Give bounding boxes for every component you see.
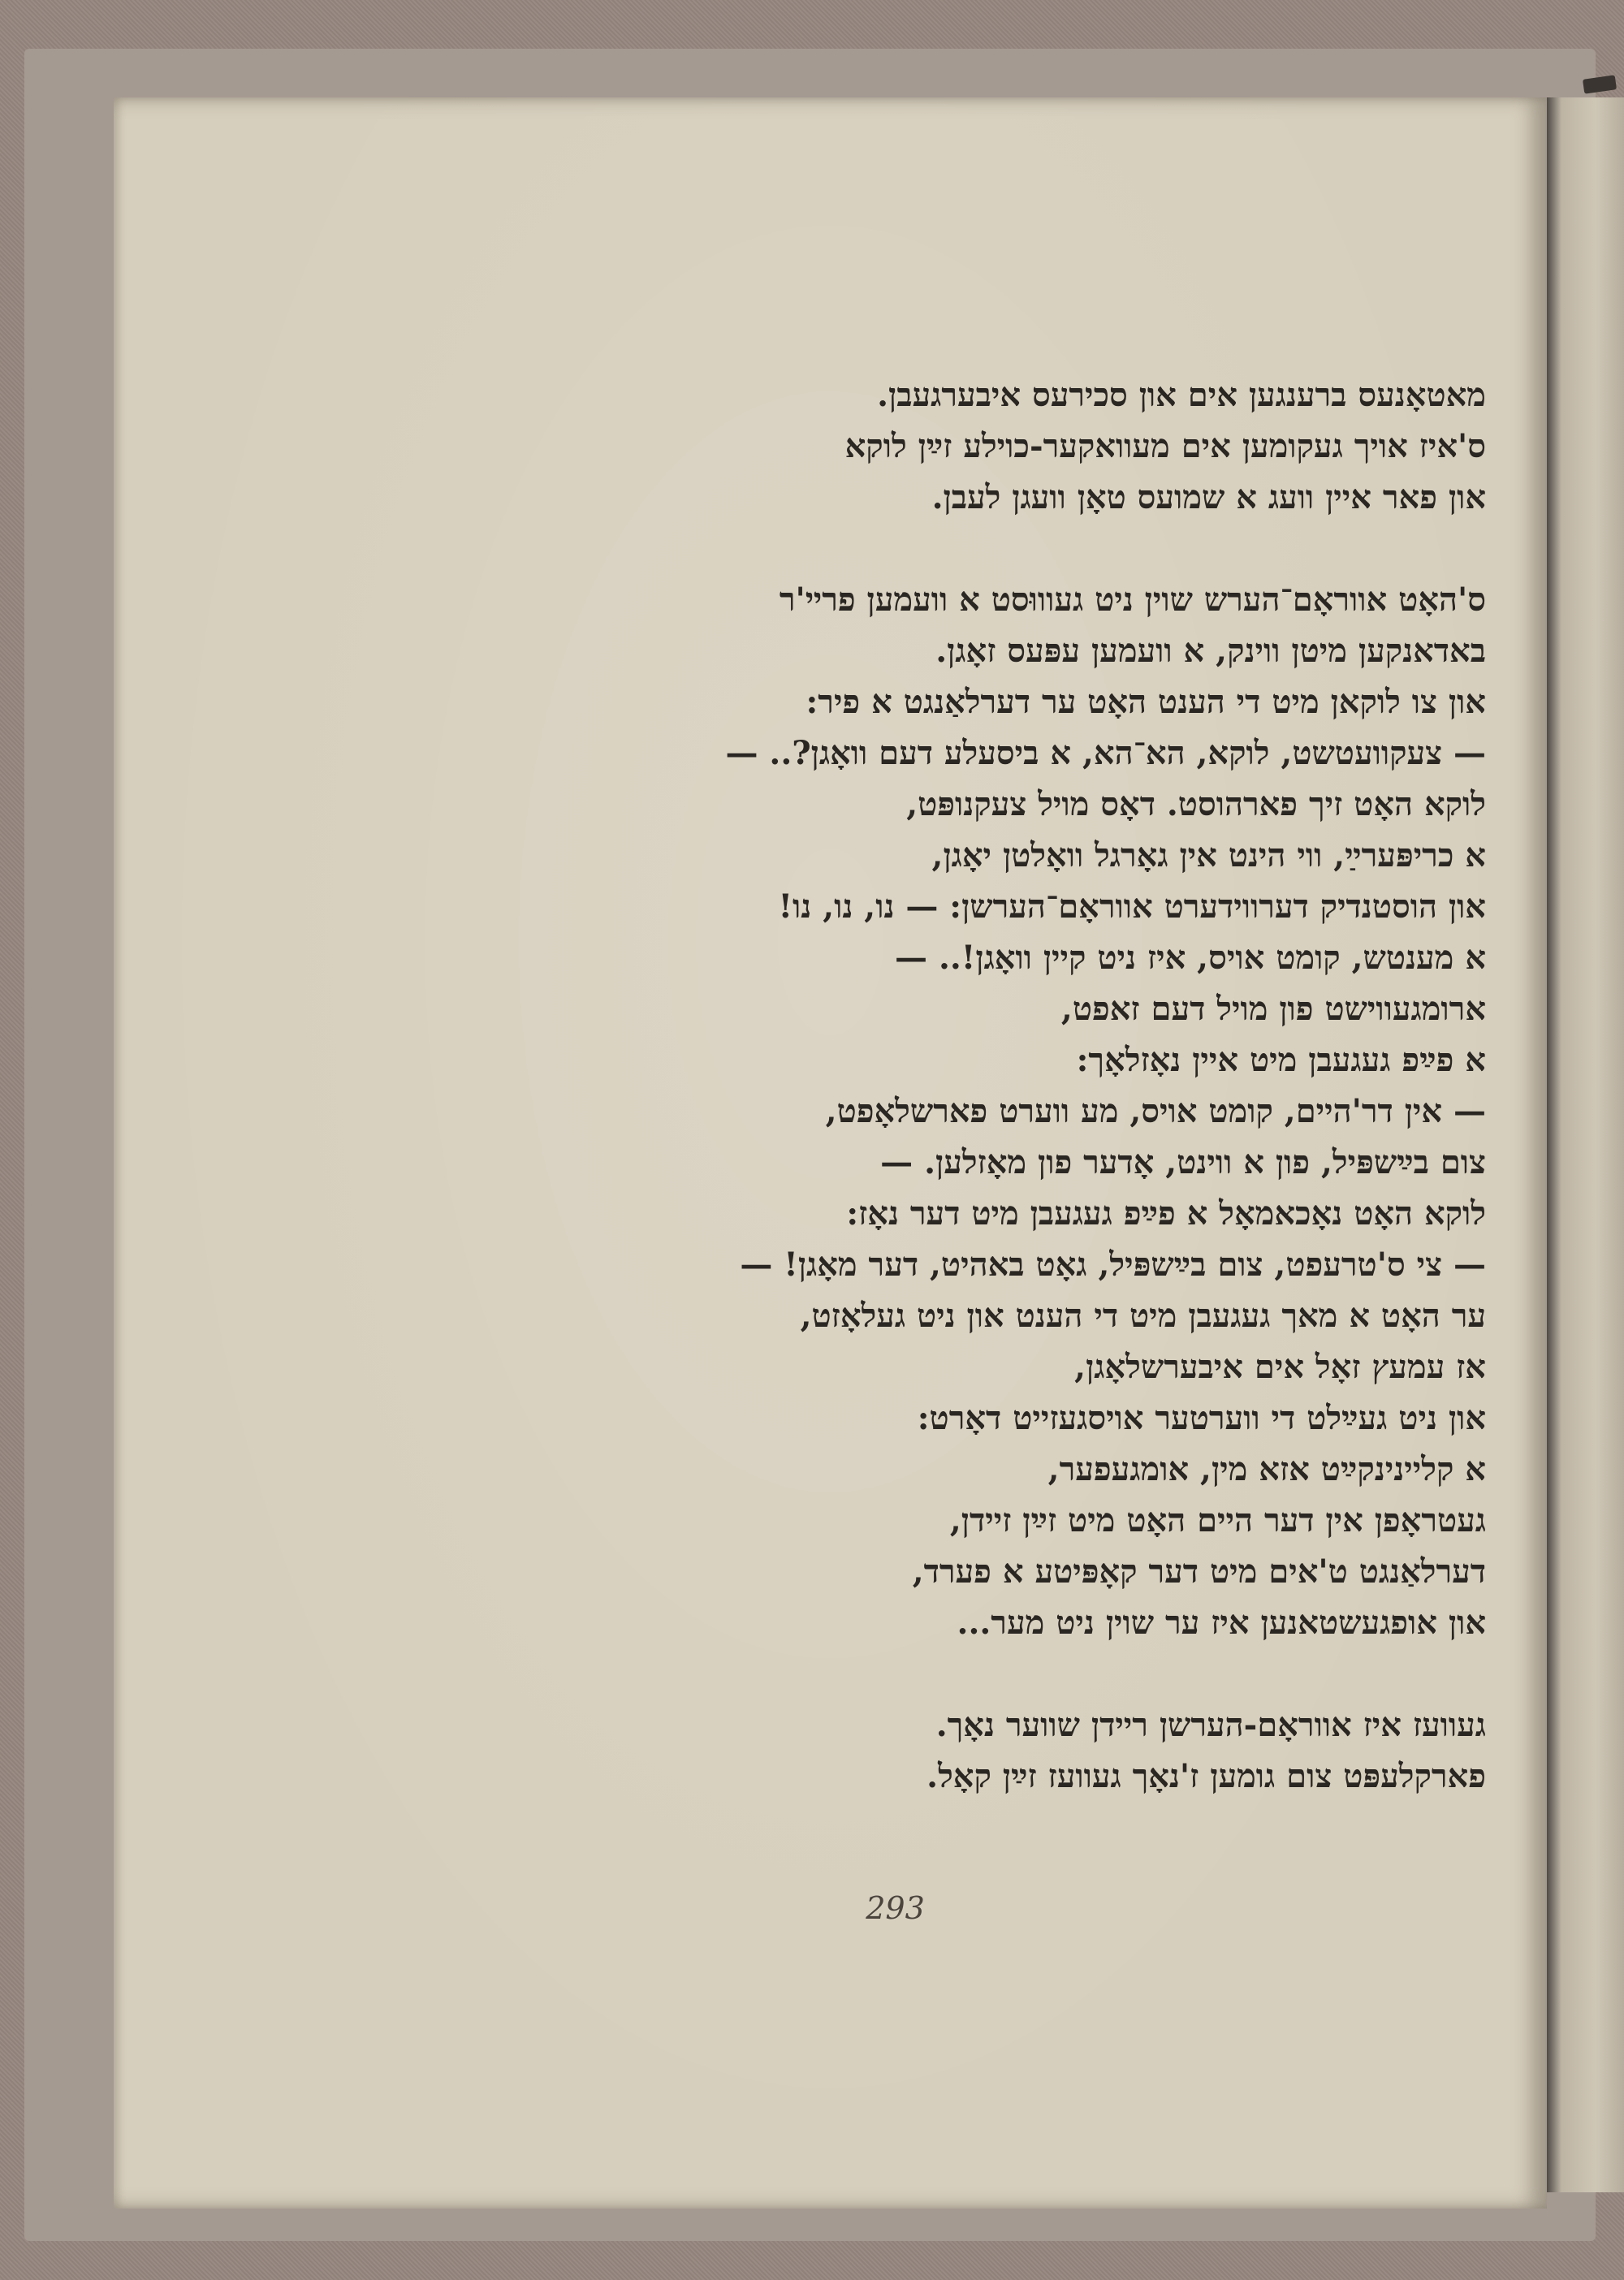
poem-line: ארומגעווישט פון מויל דעם זאפט, [1060,990,1486,1028]
poem-line: א קליינינקײַט אזא מין, אומגעפער, [1047,1450,1486,1488]
page-number: 293 [866,1890,925,1926]
poem-line: לוקא האָט זיך פארהוסט. דאָס מויל צעקנופּט, [906,785,1486,823]
poem-line: — צי ס'טרעפט, צום בײַשפּיל, גאָט באהיט, דער מאָגן! — [740,1246,1486,1284]
poem-line: באדאנקען מיטן ווינק, א וועמען עפּעס זאָגן. [935,632,1486,670]
poem-line: — אין דר'היים, קומט אויס, מע ווערט פארשלאָפט, [825,1092,1486,1130]
poem-line: מאטאָנעס ברענגען אים און סכירעס איבערגעבן. [877,376,1486,414]
poem-line: און הוסטנדיק דערווידערט אווראָם־הערשן: — נו, נו, נו! [778,887,1486,926]
poem-line: דערלאַנגט ט'אים מיט דער קאָפּיטע א פערד, [912,1552,1486,1591]
poem-line: צום בײַשפּיל, פון א ווינט, אָדער פון מאָזלען. — [880,1143,1486,1181]
poem-line: ס'איז אויך געקומען אים מעוואקער-כוילע זײַן לוקא [844,427,1486,465]
poem-line: אז עמעץ זאָל אים איבערשלאָגן, [1074,1348,1486,1386]
poem-line: א כריפּערײַ, ווי הינט אין גאָרגל וואָלטן יאָגן, [931,836,1486,874]
stanza-gap [593,523,1486,574]
book-page [114,97,1547,2209]
poem-text [593,369,1486,1802]
poem-line: געטראָפן אין דער היים האָט מיט זײַן זיידן, [949,1501,1486,1539]
poem-line: געוועז איז אווראָם-הערשן ריידן שווער נאָך. [935,1706,1486,1744]
poem-line: און פאר איין וועג א שמועס טאָן וועגן לעבן. [931,478,1486,516]
poem-line: ס'האָט אווראָם־הערש שוין ניט געוווּסט א וועמען פרײ'ר [779,581,1486,619]
poem-line: און ניט געײַלט די ווערטער אויסגעזייט דאָרט: [917,1399,1486,1437]
poem-line: און צו לוקאן מיט די הענט האָט ער דערלאַנגט א פיר: [806,683,1486,721]
stanza-gap [593,1648,1486,1699]
poem-line: און אופגעשטאנען איז ער שוין ניט מער... [957,1604,1486,1642]
poem-line: פארקלעפּט צום גומען ז'נאָך געוועז זײַן קאָל. [926,1757,1486,1795]
poem-line: א פײַפ געגעבן מיט איין נאָזלאָך: [1076,1041,1486,1079]
poem-line: — צעקוועטשט, לוקא, הא־הא, א ביסעלע דעם וואָגן?.. — [725,734,1486,772]
facing-page-edge [1547,97,1624,2192]
poem-line: ער האָט א מאך געגעבן מיט די הענט און ניט געלאָזט, [800,1297,1486,1335]
poem-line: לוקא האָט נאָכאמאָל א פײַפ געגעבן מיט דער נאָז: [846,1194,1486,1233]
poem-line: א מענטש, קומט אויס, איז ניט קיין וואָגן!.. — [895,939,1486,977]
